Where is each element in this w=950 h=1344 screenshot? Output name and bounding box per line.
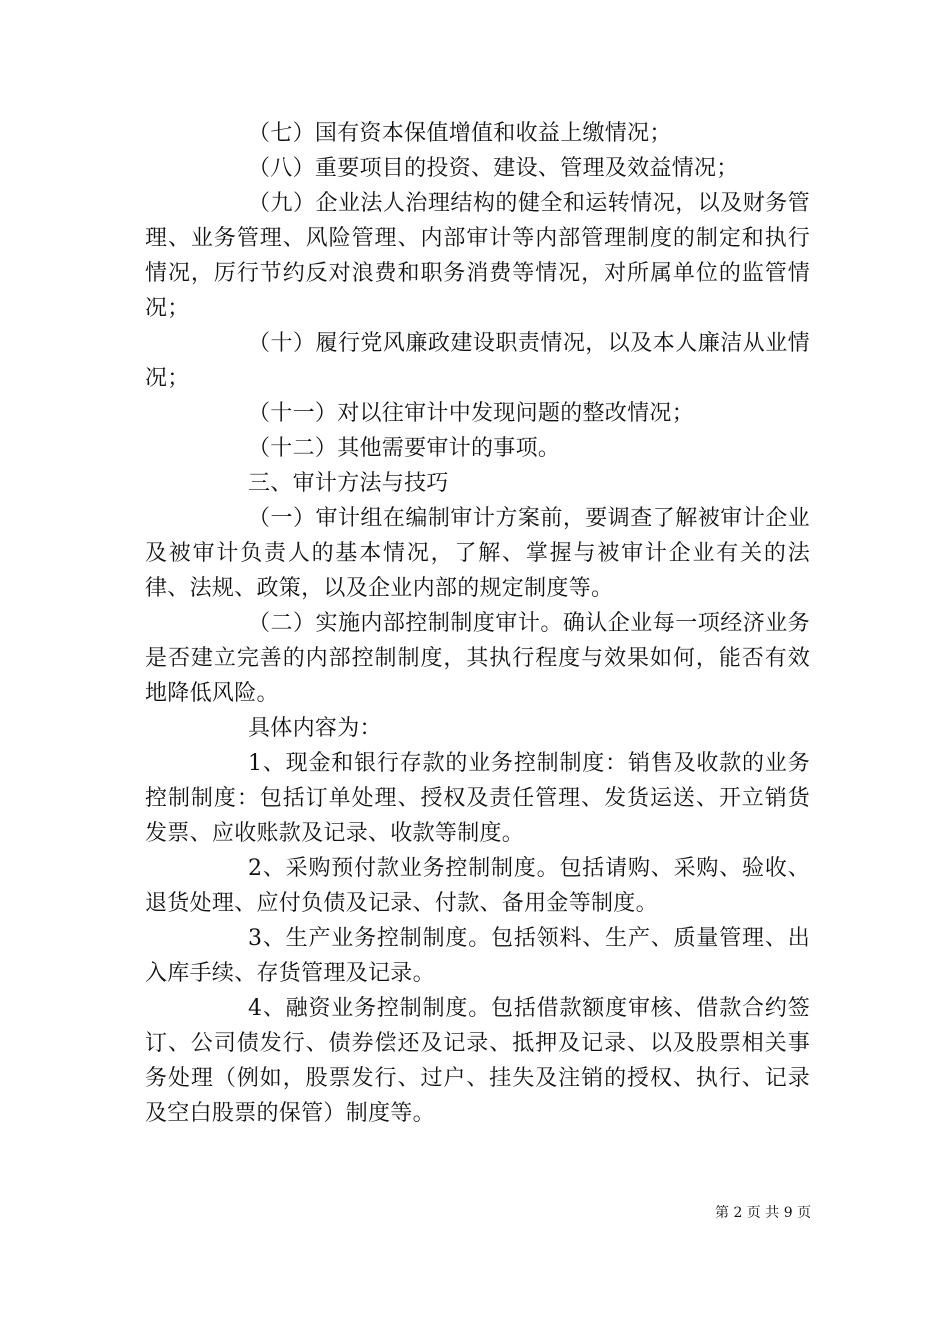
paragraph-method-1: （一）审计组在编制审计方案前，要调查了解被审计企业及被审计负责人的基本情况，了解、掌握与被审计企业有关的法律、法规、政策，以及企业内部的规定制度等。: [145, 506, 810, 601]
page-number-footer: 第 2 页 共 9 页: [715, 1205, 812, 1221]
paragraph-item-8: （八）重要项目的投资、建设、管理及效益情况；: [248, 156, 739, 181]
paragraph-control-4: 4、融资业务控制制度。包括借款额度审核、借款合约签订、公司债发行、债券偿还及记录、抵押及记录、以及股票相关事务处理（例如，股票发行、过户、挂失及注销的授权、执行、记录及空白股票的保管）制度等。: [145, 996, 810, 1126]
document-body: [145, 116, 810, 1131]
paragraph-control-2: 2、采购预付款业务控制制度。包括请购、采购、验收、退货处理、应付负债及记录、付款、备用金等制度。: [145, 856, 810, 916]
paragraph-item-11: （十一）对以往审计中发现问题的整改情况；: [248, 401, 695, 426]
paragraph-item-9: （九）企业法人治理结构的健全和运转情况，以及财务管理、业务管理、风险管理、内部审计等内部管理制度的制定和执行情况，厉行节约反对浪费和职务消费等情况，对所属单位的监管情况；: [145, 191, 810, 321]
paragraph-control-3: 3、生产业务控制制度。包括领料、生产、质量管理、出入库手续、存货管理及记录。: [145, 926, 810, 986]
paragraph-control-1: 1、现金和银行存款的业务控制制度：销售及收款的业务控制制度：包括订单处理、授权及责任管理、发货运送、开立销货发票、应收账款及记录、收款等制度。: [145, 751, 810, 846]
paragraph-method-2: （二）实施内部控制制度审计。确认企业每一项经济业务是否建立完善的内部控制制度，其执行程度与效果如何，能否有效地降低风险。: [145, 611, 810, 706]
paragraph-item-12: （十二）其他需要审计的事项。: [248, 436, 561, 461]
section-heading-audit-methods: 三、审计方法与技巧: [248, 471, 449, 496]
paragraph-item-7: （七）国有资本保值增值和收益上缴情况；: [248, 121, 672, 146]
paragraph-item-10: （十）履行党风廉政建设职责情况，以及本人廉洁从业情况；: [145, 331, 810, 391]
paragraph-specific-content: 具体内容为：: [248, 716, 382, 741]
